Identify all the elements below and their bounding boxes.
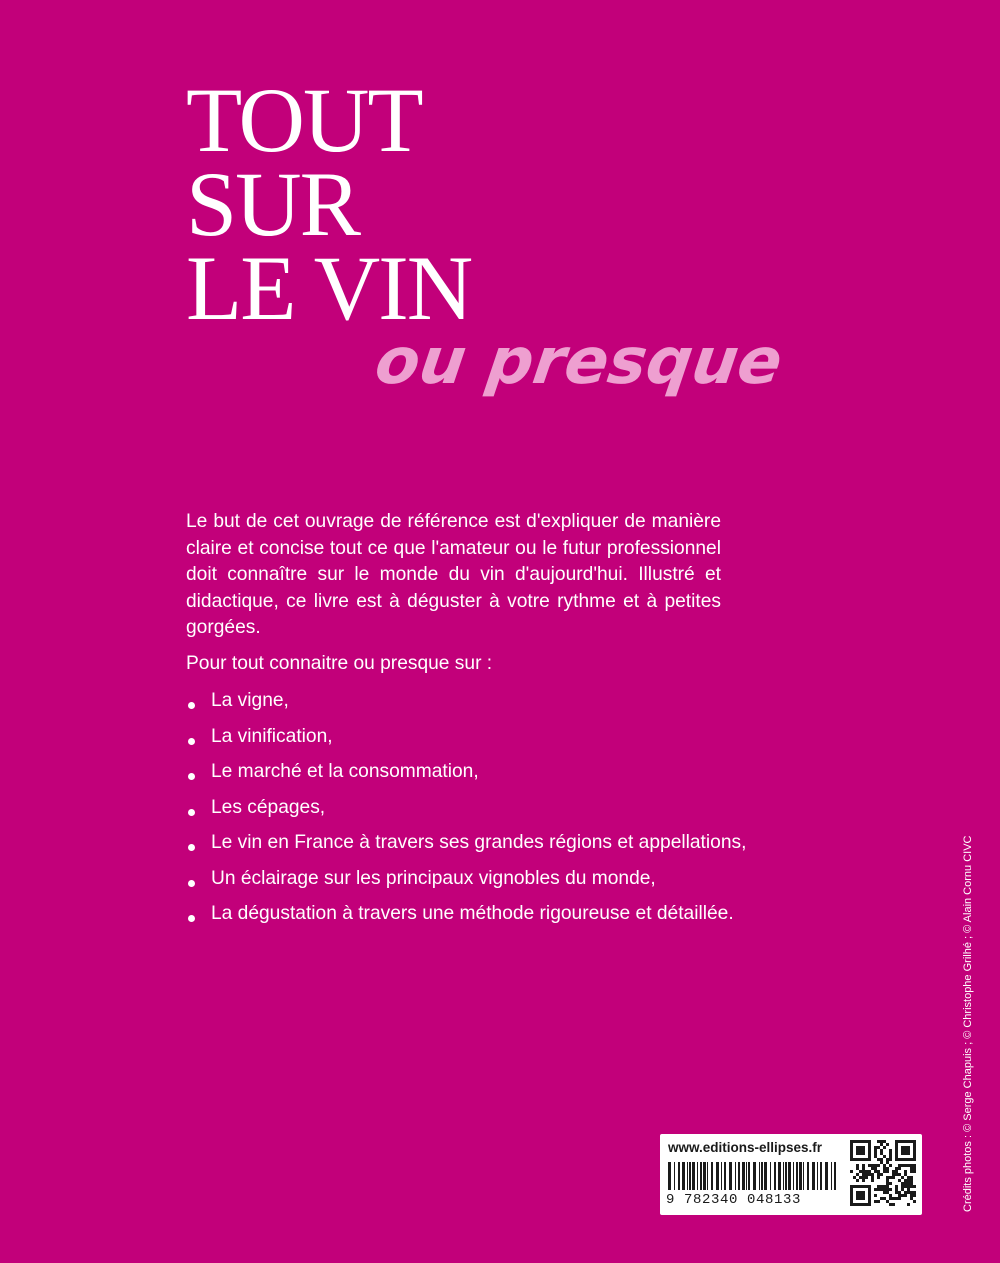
description-paragraph: Le but de cet ouvrage de référence est d'expliquer de manière claire et concise tout ce que l'amateur ou le futur professionnel doit connaître sur le monde du vin d'aujourd'hui. Illustré et didactique, ce livre est à déguster à votre rythme et à petites gorgées. xyxy=(186,511,721,638)
list-item-text: La dégustation à travers une méthode rigoureuse et détaillée. xyxy=(211,903,734,924)
book-title xyxy=(186,69,472,339)
list-item xyxy=(186,759,746,795)
qr-code-icon xyxy=(850,1140,916,1206)
list-item-text: Les cépages, xyxy=(211,796,326,818)
list-item xyxy=(186,866,746,902)
isbn-number: 9 782340 048133 xyxy=(666,1192,802,1208)
barcode-panel xyxy=(660,1134,922,1215)
title-line-1: TOUT xyxy=(186,69,422,171)
list-item-text: Le vin en France à travers ses grandes régions et appellations, xyxy=(211,832,747,853)
bullet-icon xyxy=(188,915,195,922)
list-item-text: Le marché et la consommation, xyxy=(211,761,479,782)
bullet-icon xyxy=(188,844,195,851)
photo-credits: Crédits photos : © Serge Chapuis ; © Christophe Grilhé ; © Alain Cornu CIVC xyxy=(962,835,974,1212)
bullet-icon xyxy=(188,738,195,745)
barcode-icon xyxy=(666,1162,838,1190)
list-intro: Pour tout connaitre ou presque sur : xyxy=(186,653,493,674)
book-subtitle: ou presque xyxy=(370,325,787,399)
title-line-3: LE VIN xyxy=(186,237,472,339)
list-item xyxy=(186,830,746,866)
list-item xyxy=(186,901,746,937)
list-item-text: La vigne, xyxy=(211,690,289,711)
bullet-icon xyxy=(188,702,195,709)
bullet-icon xyxy=(188,809,195,816)
list-item-text: Un éclairage sur les principaux vignobles du monde, xyxy=(211,867,656,889)
list-item xyxy=(186,724,746,760)
list-item-text: La vinification, xyxy=(211,725,333,747)
topic-list xyxy=(186,688,746,937)
list-item xyxy=(186,795,746,831)
list-item xyxy=(186,688,746,724)
publisher-website: www.editions-ellipses.fr xyxy=(668,1140,823,1155)
bullet-icon xyxy=(188,773,195,780)
title-line-2: SUR xyxy=(186,153,359,255)
bullet-icon xyxy=(188,880,195,887)
